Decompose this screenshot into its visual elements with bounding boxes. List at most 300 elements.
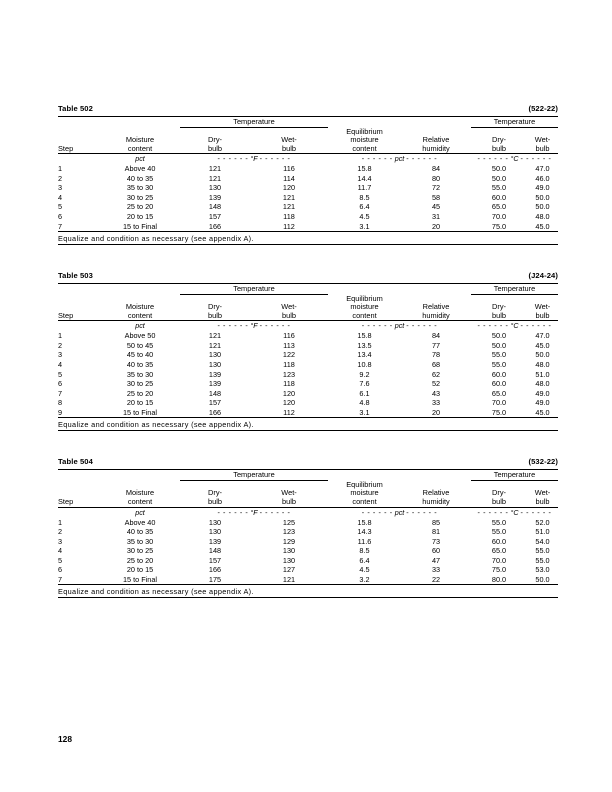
column-header-row <box>58 128 558 154</box>
cell-wet-bulb-c: 51.0 <box>535 369 550 379</box>
col-header-emc <box>328 481 401 507</box>
col-header-dry-bulb-f-line2: bulb <box>208 143 222 153</box>
cell-wet-bulb-f: 130 <box>282 546 296 556</box>
col-header-wet-bulb-c <box>527 128 558 154</box>
cell-dry-bulb-c: 70.0 <box>491 212 507 222</box>
cell-wet-bulb-c: 50.0 <box>535 192 550 202</box>
col-header-emc-line2: moisture <box>350 488 379 498</box>
table-bottom-rule <box>58 431 558 432</box>
cell-relative-humidity: 62 <box>431 369 441 379</box>
table-note-row <box>58 232 558 245</box>
table-row <box>58 174 558 184</box>
units-fahrenheit <box>180 321 328 330</box>
cell-wet-bulb-f: 112 <box>283 407 295 417</box>
units-dash-right-pct: - - - - - - <box>406 507 438 517</box>
col-header-moisture-content-line1: Moisture <box>125 135 155 145</box>
cell-moisture-content: 20 to 15 <box>126 398 154 408</box>
col-header-wet-bulb-f <box>250 481 328 507</box>
units-fahrenheit <box>180 154 328 163</box>
cell-emc: 14.4 <box>357 173 372 183</box>
units-dash-left-c: - - - - - - <box>477 321 509 331</box>
cell-moisture-content: 20 to 15 <box>126 212 154 222</box>
col-header-emc-line1: Equilibrium <box>346 126 383 136</box>
units-pct-group <box>328 508 471 517</box>
col-header-moisture-content <box>100 295 180 321</box>
cell-dry-bulb-c: 50.0 <box>491 173 507 183</box>
group-header-row <box>58 117 558 128</box>
table-code: (532-22) <box>528 457 558 467</box>
cell-wet-bulb-f: 123 <box>282 527 296 537</box>
cell-relative-humidity: 58 <box>431 192 441 202</box>
group-header-spacer-mc <box>100 470 180 481</box>
col-header-step: Step <box>58 497 74 506</box>
cell-relative-humidity: 77 <box>431 340 441 350</box>
cell-dry-bulb-f: 139 <box>208 369 222 379</box>
units-dash-right-f: - - - - - - <box>259 321 291 331</box>
col-header-relative-humidity <box>401 295 471 321</box>
units-degree-f: °F <box>250 507 258 517</box>
cell-wet-bulb-c: 48.0 <box>535 379 550 389</box>
group-header-temperature-f: Temperature <box>180 284 328 295</box>
units-dash-left-c: - - - - - - <box>477 507 509 517</box>
col-header-wet-bulb-c-line2: bulb <box>535 310 550 320</box>
cell-emc: 14.3 <box>357 527 372 537</box>
cell-relative-humidity: 43 <box>431 388 441 398</box>
col-header-wet-bulb-c <box>527 295 558 321</box>
units-dash-left-pct: - - - - - - <box>361 321 393 331</box>
cell-step: 1 <box>58 164 63 174</box>
cell-wet-bulb-f: 116 <box>283 331 295 341</box>
col-header-moisture-content <box>100 481 180 507</box>
table-row <box>58 379 558 389</box>
units-moisture-content: pct <box>135 321 145 331</box>
cell-dry-bulb-c: 50.0 <box>491 340 507 350</box>
col-header-moisture-content-line2: content <box>127 497 153 506</box>
cell-wet-bulb-c: 48.0 <box>535 360 550 370</box>
cell-wet-bulb-c: 50.0 <box>535 202 550 212</box>
cell-step: 6 <box>58 379 63 389</box>
cell-relative-humidity: 81 <box>431 527 441 537</box>
schedule-table-503 <box>58 283 558 431</box>
cell-dry-bulb-c: 55.0 <box>491 183 507 193</box>
table-row <box>58 408 558 418</box>
cell-wet-bulb-f: 129 <box>282 536 296 546</box>
cell-dry-bulb-f: 139 <box>208 192 222 202</box>
table-note-row <box>58 585 558 598</box>
cell-dry-bulb-c: 70.0 <box>491 398 507 408</box>
cell-wet-bulb-f: 120 <box>282 183 296 193</box>
col-header-dry-bulb-f-line1: Dry- <box>208 302 222 312</box>
cell-relative-humidity: 60 <box>431 546 441 556</box>
cell-wet-bulb-f: 120 <box>282 388 296 398</box>
cell-wet-bulb-c: 47.0 <box>535 164 550 174</box>
cell-emc: 15.8 <box>357 164 372 174</box>
cell-wet-bulb-c: 52.0 <box>535 517 550 527</box>
schedule-table-502 <box>58 116 558 245</box>
units-celsius <box>471 508 558 517</box>
cell-step: 3 <box>58 536 63 546</box>
cell-emc: 3.1 <box>359 221 370 231</box>
cell-moisture-content: 35 to 30 <box>126 183 154 193</box>
table-row <box>58 163 558 174</box>
cell-wet-bulb-c: 53.0 <box>535 565 550 575</box>
column-header-row <box>58 295 558 321</box>
cell-dry-bulb-f: 121 <box>208 331 222 341</box>
cell-wet-bulb-f: 120 <box>282 398 296 408</box>
cell-dry-bulb-c: 80.0 <box>491 574 507 584</box>
col-header-wet-bulb-c-line2: bulb <box>535 497 550 506</box>
table-row <box>58 556 558 566</box>
cell-moisture-content: 15 to Final <box>122 407 158 417</box>
col-header-step: Step <box>58 310 74 320</box>
col-header-emc-line3: content <box>352 497 377 506</box>
table-row <box>58 527 558 537</box>
units-dash-right-f: - - - - - - <box>259 507 291 517</box>
cell-step: 7 <box>58 388 63 398</box>
group-header-row <box>58 284 558 295</box>
cell-emc: 13.5 <box>357 340 372 350</box>
table-block-502 <box>58 104 558 245</box>
col-header-wet-bulb-c-line2: bulb <box>535 143 550 153</box>
col-header-moisture-content-line2: content <box>127 143 153 153</box>
units-moisture-content: pct <box>135 507 145 517</box>
cell-moisture-content: Above 40 <box>124 517 156 527</box>
units-dash-left-f: - - - - - - <box>217 507 249 517</box>
col-header-wet-bulb-f-line1: Wet- <box>281 488 297 498</box>
group-header-spacer-rh <box>401 117 471 128</box>
cell-wet-bulb-c: 50.0 <box>535 574 550 584</box>
cell-moisture-content: 30 to 25 <box>126 192 154 202</box>
table-code: (522-22) <box>528 104 558 113</box>
group-header-row <box>58 470 558 481</box>
cell-step: 5 <box>58 202 63 212</box>
col-header-rh-line1: Relative <box>422 488 450 498</box>
cell-relative-humidity: 20 <box>431 407 441 417</box>
units-pct-label: pct <box>394 507 405 517</box>
cell-step: 3 <box>58 183 63 193</box>
cell-moisture-content: 35 to 30 <box>126 369 154 379</box>
cell-moisture-content: 30 to 25 <box>126 379 154 389</box>
cell-dry-bulb-f: 175 <box>208 574 222 584</box>
cell-wet-bulb-f: 122 <box>282 350 296 360</box>
cell-step: 1 <box>58 331 63 341</box>
table-row <box>58 193 558 203</box>
col-header-step: Step <box>58 143 74 153</box>
col-header-rh-line1: Relative <box>422 302 450 312</box>
cell-step: 1 <box>58 517 63 527</box>
units-step <box>58 321 100 330</box>
cell-emc: 7.6 <box>359 379 370 389</box>
cell-emc: 13.4 <box>357 350 372 360</box>
cell-emc: 8.5 <box>359 546 370 556</box>
cell-wet-bulb-c: 55.0 <box>535 555 550 565</box>
cell-wet-bulb-f: 127 <box>282 565 296 575</box>
cell-relative-humidity: 72 <box>431 183 441 193</box>
col-header-moisture-content-line2: content <box>127 310 153 320</box>
cell-dry-bulb-c: 65.0 <box>491 546 507 556</box>
cell-dry-bulb-f: 157 <box>208 212 222 222</box>
cell-wet-bulb-c: 55.0 <box>535 546 550 556</box>
cell-wet-bulb-f: 118 <box>283 212 295 222</box>
cell-moisture-content: 50 to 45 <box>126 340 154 350</box>
col-header-dry-bulb-f-line2: bulb <box>208 497 222 506</box>
group-header-temperature-c: Temperature <box>471 470 558 481</box>
cell-dry-bulb-f: 157 <box>208 555 222 565</box>
table-caption-504 <box>58 457 558 466</box>
cell-moisture-content: 45 to 40 <box>126 350 154 360</box>
cell-dry-bulb-f: 121 <box>208 164 222 174</box>
group-header-spacer-mc <box>100 117 180 128</box>
cell-moisture-content: 20 to 15 <box>126 565 154 575</box>
cell-relative-humidity: 47 <box>431 555 441 565</box>
cell-dry-bulb-c: 55.0 <box>491 527 507 537</box>
units-dash-right-c: - - - - - - <box>520 507 552 517</box>
group-header-temperature-f: Temperature <box>180 470 328 481</box>
cell-relative-humidity: 68 <box>431 360 441 370</box>
units-celsius <box>471 321 558 330</box>
cell-wet-bulb-f: 123 <box>282 369 296 379</box>
units-dash-left-f: - - - - - - <box>217 321 249 331</box>
col-header-wet-bulb-f-line2: bulb <box>282 497 296 506</box>
table-block-503 <box>58 271 558 431</box>
units-moisture-content: pct <box>135 154 145 164</box>
cell-emc: 6.4 <box>359 555 370 565</box>
cell-relative-humidity: 84 <box>431 331 441 341</box>
col-header-relative-humidity <box>401 128 471 154</box>
col-header-dry-bulb-f-line1: Dry- <box>208 488 222 498</box>
cell-step: 5 <box>58 369 63 379</box>
cell-step: 7 <box>58 574 63 584</box>
cell-emc: 6.4 <box>359 202 370 212</box>
cell-step: 9 <box>58 407 63 417</box>
cell-wet-bulb-c: 45.0 <box>535 407 550 417</box>
units-row <box>58 321 558 330</box>
units-dash-left-pct: - - - - - - <box>361 507 393 517</box>
cell-dry-bulb-f: 130 <box>208 350 222 360</box>
cell-step: 3 <box>58 350 63 360</box>
cell-dry-bulb-f: 139 <box>208 536 222 546</box>
cell-wet-bulb-c: 48.0 <box>535 212 550 222</box>
column-header-row <box>58 481 558 507</box>
col-header-dry-bulb-c-line1: Dry- <box>492 302 506 312</box>
table-bottom-rule <box>58 598 558 599</box>
cell-relative-humidity: 31 <box>431 212 441 222</box>
table-block-504 <box>58 457 558 598</box>
units-dash-right-c: - - - - - - <box>520 321 552 331</box>
cell-wet-bulb-f: 118 <box>283 379 295 389</box>
cell-step: 4 <box>58 360 63 370</box>
units-dash-left-c: - - - - - - <box>477 154 509 164</box>
col-header-dry-bulb-c-line1: Dry- <box>492 135 506 145</box>
cell-moisture-content: 40 to 35 <box>126 173 154 183</box>
cell-dry-bulb-f: 139 <box>208 379 222 389</box>
table-note: Equalize and condition as necessary (see appendix A). <box>58 233 254 243</box>
cell-dry-bulb-c: 60.0 <box>491 369 507 379</box>
cell-dry-bulb-c: 75.0 <box>491 221 507 231</box>
cell-moisture-content: 25 to 20 <box>126 555 154 565</box>
cell-dry-bulb-c: 55.0 <box>491 360 507 370</box>
group-header-spacer-left <box>58 284 100 295</box>
table-row <box>58 565 558 575</box>
table-row <box>58 350 558 360</box>
cell-relative-humidity: 78 <box>431 350 441 360</box>
group-header-spacer-left <box>58 470 100 481</box>
units-dash-left-pct: - - - - - - <box>361 154 393 164</box>
cell-dry-bulb-c: 75.0 <box>491 565 507 575</box>
cell-relative-humidity: 80 <box>431 173 441 183</box>
table-row <box>58 546 558 556</box>
col-header-relative-humidity <box>401 481 471 507</box>
col-header-dry-bulb-c-line2: bulb <box>492 310 506 320</box>
cell-dry-bulb-f: 130 <box>208 360 222 370</box>
cell-emc: 11.6 <box>357 536 372 546</box>
cell-dry-bulb-f: 148 <box>208 546 222 556</box>
cell-dry-bulb-c: 55.0 <box>491 350 507 360</box>
units-step <box>58 508 100 517</box>
cell-emc: 4.5 <box>359 212 370 222</box>
table-row <box>58 212 558 222</box>
col-header-rh-line2: humidity <box>422 310 450 320</box>
cell-emc: 4.5 <box>359 565 370 575</box>
cell-emc: 9.2 <box>359 369 370 379</box>
col-header-rh-line2: humidity <box>422 143 450 153</box>
cell-step: 4 <box>58 192 63 202</box>
cell-relative-humidity: 52 <box>431 379 441 389</box>
col-header-dry-bulb-f-line1: Dry- <box>208 135 222 145</box>
cell-step: 2 <box>58 527 63 537</box>
cell-emc: 3.2 <box>359 574 370 584</box>
table-row <box>58 398 558 408</box>
col-header-dry-bulb-c <box>471 128 527 154</box>
cell-wet-bulb-f: 121 <box>282 574 296 584</box>
cell-step: 6 <box>58 212 63 222</box>
col-header-dry-bulb-f <box>180 295 250 321</box>
col-header-dry-bulb-c <box>471 295 527 321</box>
units-row <box>58 508 558 517</box>
group-header-temperature-c: Temperature <box>471 117 558 128</box>
col-header-moisture-content-line1: Moisture <box>125 302 155 312</box>
col-header-wet-bulb-f-line2: bulb <box>282 143 296 153</box>
col-header-emc <box>328 128 401 154</box>
cell-wet-bulb-f: 125 <box>282 517 296 527</box>
table-label: Table 502 <box>58 104 93 113</box>
table-row <box>58 222 558 232</box>
units-degree-f: °F <box>250 154 258 164</box>
table-note: Equalize and condition as necessary (see appendix A). <box>58 586 254 596</box>
cell-wet-bulb-f: 114 <box>283 173 295 183</box>
group-header-spacer-left <box>58 117 100 128</box>
col-header-dry-bulb-f-line2: bulb <box>208 310 222 320</box>
col-header-emc-line2: moisture <box>350 302 379 312</box>
cell-moisture-content: 35 to 30 <box>126 536 154 546</box>
cell-wet-bulb-f: 118 <box>283 360 295 370</box>
col-header-emc-line3: content <box>352 310 377 320</box>
cell-wet-bulb-c: 46.0 <box>535 173 550 183</box>
cell-dry-bulb-f: 121 <box>208 173 222 183</box>
col-header-wet-bulb-c-line1: Wet- <box>534 488 551 498</box>
cell-dry-bulb-c: 55.0 <box>491 517 507 527</box>
cell-wet-bulb-c: 51.0 <box>535 527 550 537</box>
cell-step: 6 <box>58 565 63 575</box>
units-fahrenheit <box>180 508 328 517</box>
cell-emc: 11.7 <box>357 183 372 193</box>
col-header-emc-line1: Equilibrium <box>346 293 383 303</box>
tables-container <box>58 104 558 624</box>
units-dash-left-f: - - - - - - <box>217 154 249 164</box>
cell-emc: 4.8 <box>359 398 370 408</box>
cell-step: 7 <box>58 221 63 231</box>
group-header-spacer-rh <box>401 284 471 295</box>
cell-dry-bulb-f: 166 <box>208 565 222 575</box>
table-row <box>58 575 558 585</box>
cell-wet-bulb-f: 121 <box>282 202 296 212</box>
cell-moisture-content: 15 to Final <box>122 221 158 231</box>
col-header-rh-line1: Relative <box>422 135 450 145</box>
table-bottom-rule <box>58 245 558 246</box>
cell-relative-humidity: 84 <box>431 164 441 174</box>
table-label: Table 504 <box>58 457 93 467</box>
cell-emc: 8.5 <box>359 192 370 202</box>
col-header-wet-bulb-f <box>250 295 328 321</box>
cell-dry-bulb-f: 157 <box>208 398 222 408</box>
col-header-wet-bulb-f-line2: bulb <box>282 310 296 320</box>
table-row <box>58 389 558 399</box>
cell-wet-bulb-f: 121 <box>282 192 296 202</box>
table-caption-502 <box>58 104 558 113</box>
col-header-dry-bulb-c-line2: bulb <box>492 497 506 506</box>
cell-moisture-content: 40 to 35 <box>126 527 154 537</box>
cell-dry-bulb-c: 65.0 <box>491 202 507 212</box>
cell-relative-humidity: 20 <box>431 221 441 231</box>
table-row <box>58 341 558 351</box>
table-row <box>58 202 558 212</box>
units-degree-c: °C <box>510 154 519 164</box>
cell-moisture-content: 25 to 20 <box>126 202 154 212</box>
col-header-wet-bulb-c-line1: Wet- <box>534 302 551 312</box>
cell-moisture-content: Above 40 <box>124 164 156 174</box>
cell-dry-bulb-c: 50.0 <box>491 164 507 174</box>
cell-emc: 15.8 <box>357 517 372 527</box>
cell-wet-bulb-c: 50.0 <box>535 350 550 360</box>
units-degree-c: °C <box>510 507 519 517</box>
cell-relative-humidity: 73 <box>431 536 441 546</box>
cell-step: 2 <box>58 173 63 183</box>
cell-step: 2 <box>58 340 63 350</box>
table-row <box>58 537 558 547</box>
cell-relative-humidity: 45 <box>431 202 441 212</box>
cell-dry-bulb-f: 130 <box>208 527 222 537</box>
units-pct-label: pct <box>394 321 405 331</box>
cell-relative-humidity: 85 <box>431 517 441 527</box>
units-row <box>58 154 558 163</box>
units-dash-right-pct: - - - - - - <box>406 321 438 331</box>
cell-dry-bulb-f: 148 <box>208 388 222 398</box>
units-celsius <box>471 154 558 163</box>
cell-dry-bulb-f: 148 <box>208 202 222 212</box>
col-header-dry-bulb-c <box>471 481 527 507</box>
cell-dry-bulb-c: 70.0 <box>491 555 507 565</box>
col-header-emc <box>328 295 401 321</box>
cell-step: 5 <box>58 555 63 565</box>
cell-wet-bulb-f: 112 <box>283 221 295 231</box>
cell-emc: 6.1 <box>359 388 370 398</box>
table-row <box>58 360 558 370</box>
cell-dry-bulb-f: 166 <box>208 407 222 417</box>
table-note: Equalize and condition as necessary (see appendix A). <box>58 419 254 429</box>
cell-step: 8 <box>58 398 63 408</box>
cell-dry-bulb-c: 75.0 <box>491 407 507 417</box>
cell-wet-bulb-f: 130 <box>282 555 296 565</box>
